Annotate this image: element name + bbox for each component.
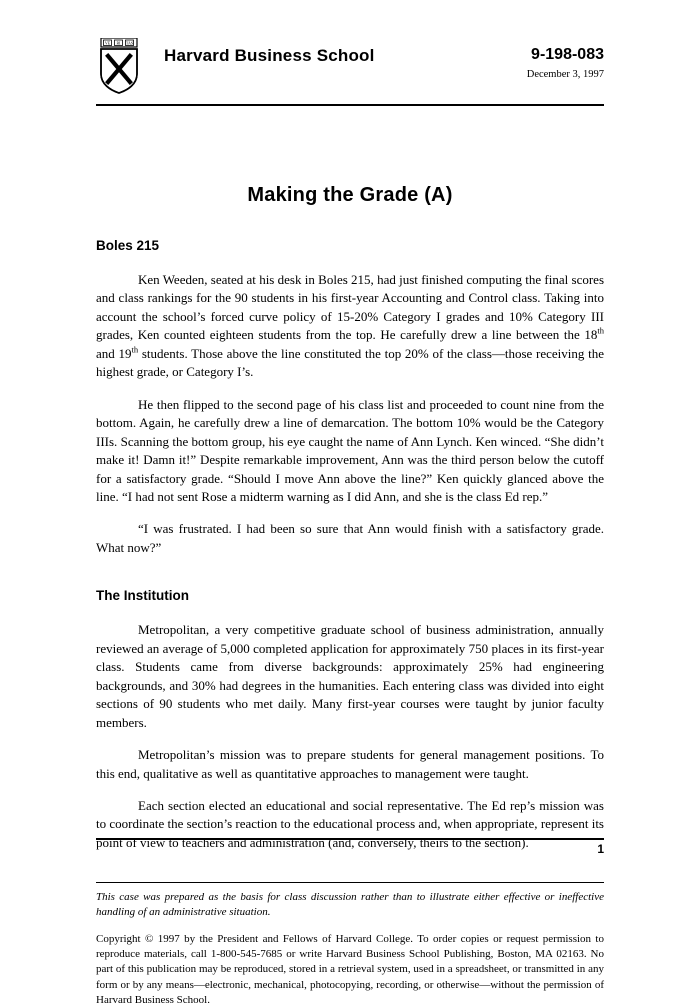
- paragraph: [96, 271, 604, 382]
- page-title: Making the Grade (A): [247, 184, 453, 206]
- document-date: December 3, 1997: [526, 69, 604, 80]
- svg-text:RI: RI: [116, 40, 121, 46]
- paragraph: Metropolitan’s mission was to prepare students for general management positions. To this end, qualitative as well as quantitative approaches to management were taught.: [96, 747, 604, 781]
- svg-text:TAS: TAS: [125, 40, 134, 46]
- svg-text:VE: VE: [104, 40, 111, 46]
- section-heading-boles-215: Boles 215: [96, 238, 160, 253]
- page-number: 1: [597, 842, 604, 856]
- paragraph: Metropolitan, a very competitive graduate school of business administration, annually reviewed an average of 5,000 completed application for approximately 750 places in its first-year class. Students came from diverse backgrounds: approximately 25% had engineering backgrounds, and 30% had degrees in the humanities. Each entering class was divided into eight sections of 90 students who met daily. Many first-year courses were taught by junior faculty members.: [96, 622, 604, 730]
- document-number: 9-198-083: [531, 46, 604, 63]
- footnote-divider: [96, 882, 604, 883]
- footnote-disclaimer: This case was prepared as the basis for class discussion rather than to illustrate either effective or ineffective handling of an administrative situation.: [96, 891, 604, 919]
- paragraph: He then flipped to the second page of his class list and proceeded to count nine from the bottom. Again, he carefully drew a line of demarcation. The bottom 10% would be the Category IIIs. Scanning the bottom group, his eye caught the name of Ann Lynch. Ken winced. “She didn’t make it! Damn it!” Despite remarkable improvement, Ann was the third person below the cutoff for a satisfactory grade. “Should I move Ann above the line?” Ken quickly glanced above the line. “I had not sent Rose a midterm warning as I did Ann, and she is the class Ed rep.”: [96, 396, 604, 504]
- harvard-shield-crest-icon: [96, 38, 142, 94]
- copyright-notice: Copyright © 1997 by the President and Fellows of Harvard College. To order copies or request permission to reproduce materials, call 1-800-545-7685 or write Harvard Business School Publishing, Boston, MA 02163. No part of this publication may be reproduced, stored in a retrieval system, used in a spreadsheet, or transmitted in any form or by any means—electronic, mechanical, photocopying, recording, or otherwise—without the permission of Harvard Business School.: [96, 933, 604, 1006]
- paragraph-text: Ken Weeden, seated at his desk in Boles 215, had just finished computing the final scores and class rankings for the 90 students in his first-year Accounting and Control class. Taking into account the school’s forced curve policy of 15-20% Category I grades and 10% Category III grades, Ken counted eighteen students from the top. He carefully drew a line between the 18th and 19th students. Those above the line constituted the top 20% of the class—those receiving the highest grade, or Category I’s.: [96, 272, 604, 380]
- school-name: Harvard Business School: [164, 46, 375, 65]
- document-header: [96, 36, 604, 106]
- paragraph: Each section elected an educational and social representative. The Ed rep’s mission was to coordinate the section’s reaction to the educational process and, when appropriate, represent its point of view to teachers and administration (and, conversely, theirs to the section).: [96, 797, 604, 850]
- footer-divider: [96, 838, 604, 840]
- section-heading-the-institution: The Institution: [96, 588, 189, 604]
- page-content: [96, 36, 604, 1008]
- paragraph: “I was frustrated. I had been so sure that Ann would finish with a satisfactory grade. What now?”: [96, 521, 604, 555]
